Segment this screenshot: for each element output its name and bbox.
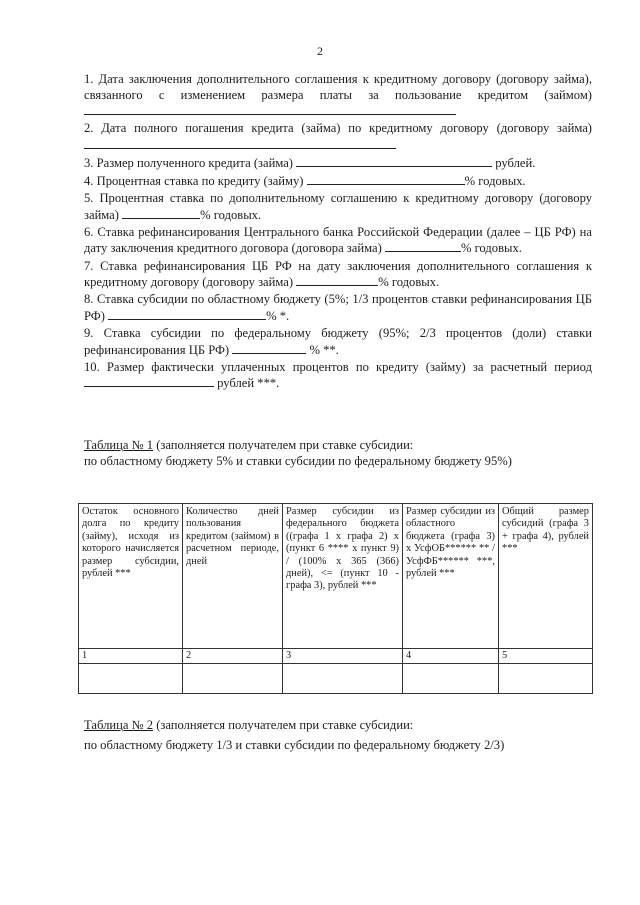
form-item-3: [84, 155, 592, 172]
form-item-2: [84, 121, 592, 153]
item-text: 7. Ставка рефинансирования ЦБ РФ на дату заключения дополнительного соглашения к кредитному договору (договору займа): [84, 258, 592, 290]
column-number: 1: [79, 649, 183, 664]
form-item-4: [84, 173, 592, 190]
fill-line[interactable]: [84, 375, 214, 387]
item-text: 5. Процентная ставка по дополнительному соглашению к кредитному договору (договору займа): [84, 191, 592, 222]
fill-line[interactable]: [84, 103, 456, 115]
fill-line[interactable]: [84, 137, 396, 149]
fill-line[interactable]: [385, 240, 461, 252]
form-item-1: [84, 72, 592, 120]
item-suffix: % *.: [266, 308, 290, 323]
header-cell: Размер субсидии из федерального бюджета ((графа 1 х графа 2) х (пункт 6 **** х пункт 9) / (100% х 365 (366) дней), <= (пункт 10 - графа 3), рублей ***: [283, 504, 403, 649]
fill-line[interactable]: [296, 274, 378, 286]
item-suffix: рублей ***.: [217, 376, 280, 391]
item-text: 4. Процентная ставка по кредиту (займу): [84, 174, 304, 189]
item-text: 9. Ставка субсидии по федеральному бюджету (95%; 2/3 процентов (доли) ставки рефинансирования ЦБ РФ): [84, 325, 592, 357]
form-item-7: [84, 259, 592, 291]
item-suffix: % годовых.: [464, 174, 526, 189]
item-text: 3. Размер полученного кредита (займа): [84, 155, 293, 170]
fill-line[interactable]: [108, 308, 266, 320]
table2-title: [84, 717, 592, 753]
table-number-row: [79, 649, 593, 664]
table-cell[interactable]: [283, 664, 403, 694]
form-item-5: [84, 191, 592, 223]
header-cell: Общий размер субсидий (графа 3 + графа 4), рублей ***: [499, 504, 593, 649]
item-text: 8. Ставка субсидии по областному бюджету (5%; 1/3 процентов ставки рефинансирования ЦБ РФ): [84, 292, 592, 323]
fill-line[interactable]: [122, 207, 200, 219]
fill-line[interactable]: [232, 342, 306, 354]
header-cell: Количество дней пользования кредитом (займом) в расчетном периоде, дней: [183, 504, 283, 649]
column-number: 3: [283, 649, 403, 664]
item-text: 10. Размер фактически уплаченных процентов по кредиту (займу) за расчетный период: [84, 359, 592, 374]
table1-label: Таблица № 1: [84, 438, 154, 452]
table-cell[interactable]: [183, 664, 283, 694]
header-cell: Остаток основного долга по кредиту (займу), исходя из которого начисляется размер субсидии, рублей ***: [79, 504, 183, 649]
table2-caption-line2: по областному бюджету 1/3 и ставки субсидии по федеральному бюджету 2/3): [84, 738, 505, 752]
table2-caption-line1: [84, 717, 592, 733]
page-number: 2: [317, 44, 323, 58]
item-suffix: % годовых.: [200, 207, 262, 222]
form-items: [84, 72, 592, 393]
table1-caption-line2: по областному бюджету 5% и ставки субсидии по федеральному бюджету 95%): [84, 454, 512, 468]
item-text: 1. Дата заключения дополнительного соглашения к кредитному договору (договору займа), связанного с изменением размера платы за пользование кредитом (займом): [84, 72, 592, 102]
form-item-10: [84, 360, 592, 392]
fill-line[interactable]: [307, 173, 465, 185]
fill-line[interactable]: [296, 155, 492, 167]
item-suffix: % годовых.: [460, 241, 522, 256]
header-cell: Размер субсидии из областного бюджета (графа 3) х УсфОБ****** ** / УсфФБ****** ***, рублей ***: [403, 504, 499, 649]
table2-label: Таблица № 2: [84, 718, 154, 732]
form-item-9: [84, 326, 592, 358]
item-text: 2. Дата полного погашения кредита (займа) по кредитному договору (договору займа): [84, 121, 592, 136]
table-header-row: [79, 504, 593, 649]
item-suffix: рублей.: [495, 155, 536, 170]
item-text: 6. Ставка рефинансирования Центрального банка Российской Федерации (далее – ЦБ РФ) на дату заключения кредитного договора (договора займа): [84, 224, 592, 256]
column-number: 2: [183, 649, 283, 664]
table1-title: [84, 437, 592, 469]
table-cell[interactable]: [499, 664, 593, 694]
form-item-8: [84, 292, 592, 324]
table1-caption: (заполняется получателем при ставке субсидии:: [156, 438, 414, 452]
table-row: [79, 664, 593, 694]
table2-caption: (заполняется получателем при ставке субсидии:: [156, 718, 414, 732]
item-suffix: % **.: [309, 342, 339, 357]
column-number: 4: [403, 649, 499, 664]
column-number: 5: [499, 649, 593, 664]
subsidy-table-1: [78, 503, 593, 694]
table-cell[interactable]: [403, 664, 499, 694]
table1-caption-line1: [84, 437, 592, 453]
table-cell[interactable]: [79, 664, 183, 694]
form-item-6: [84, 225, 592, 257]
item-suffix: % годовых.: [378, 275, 440, 290]
